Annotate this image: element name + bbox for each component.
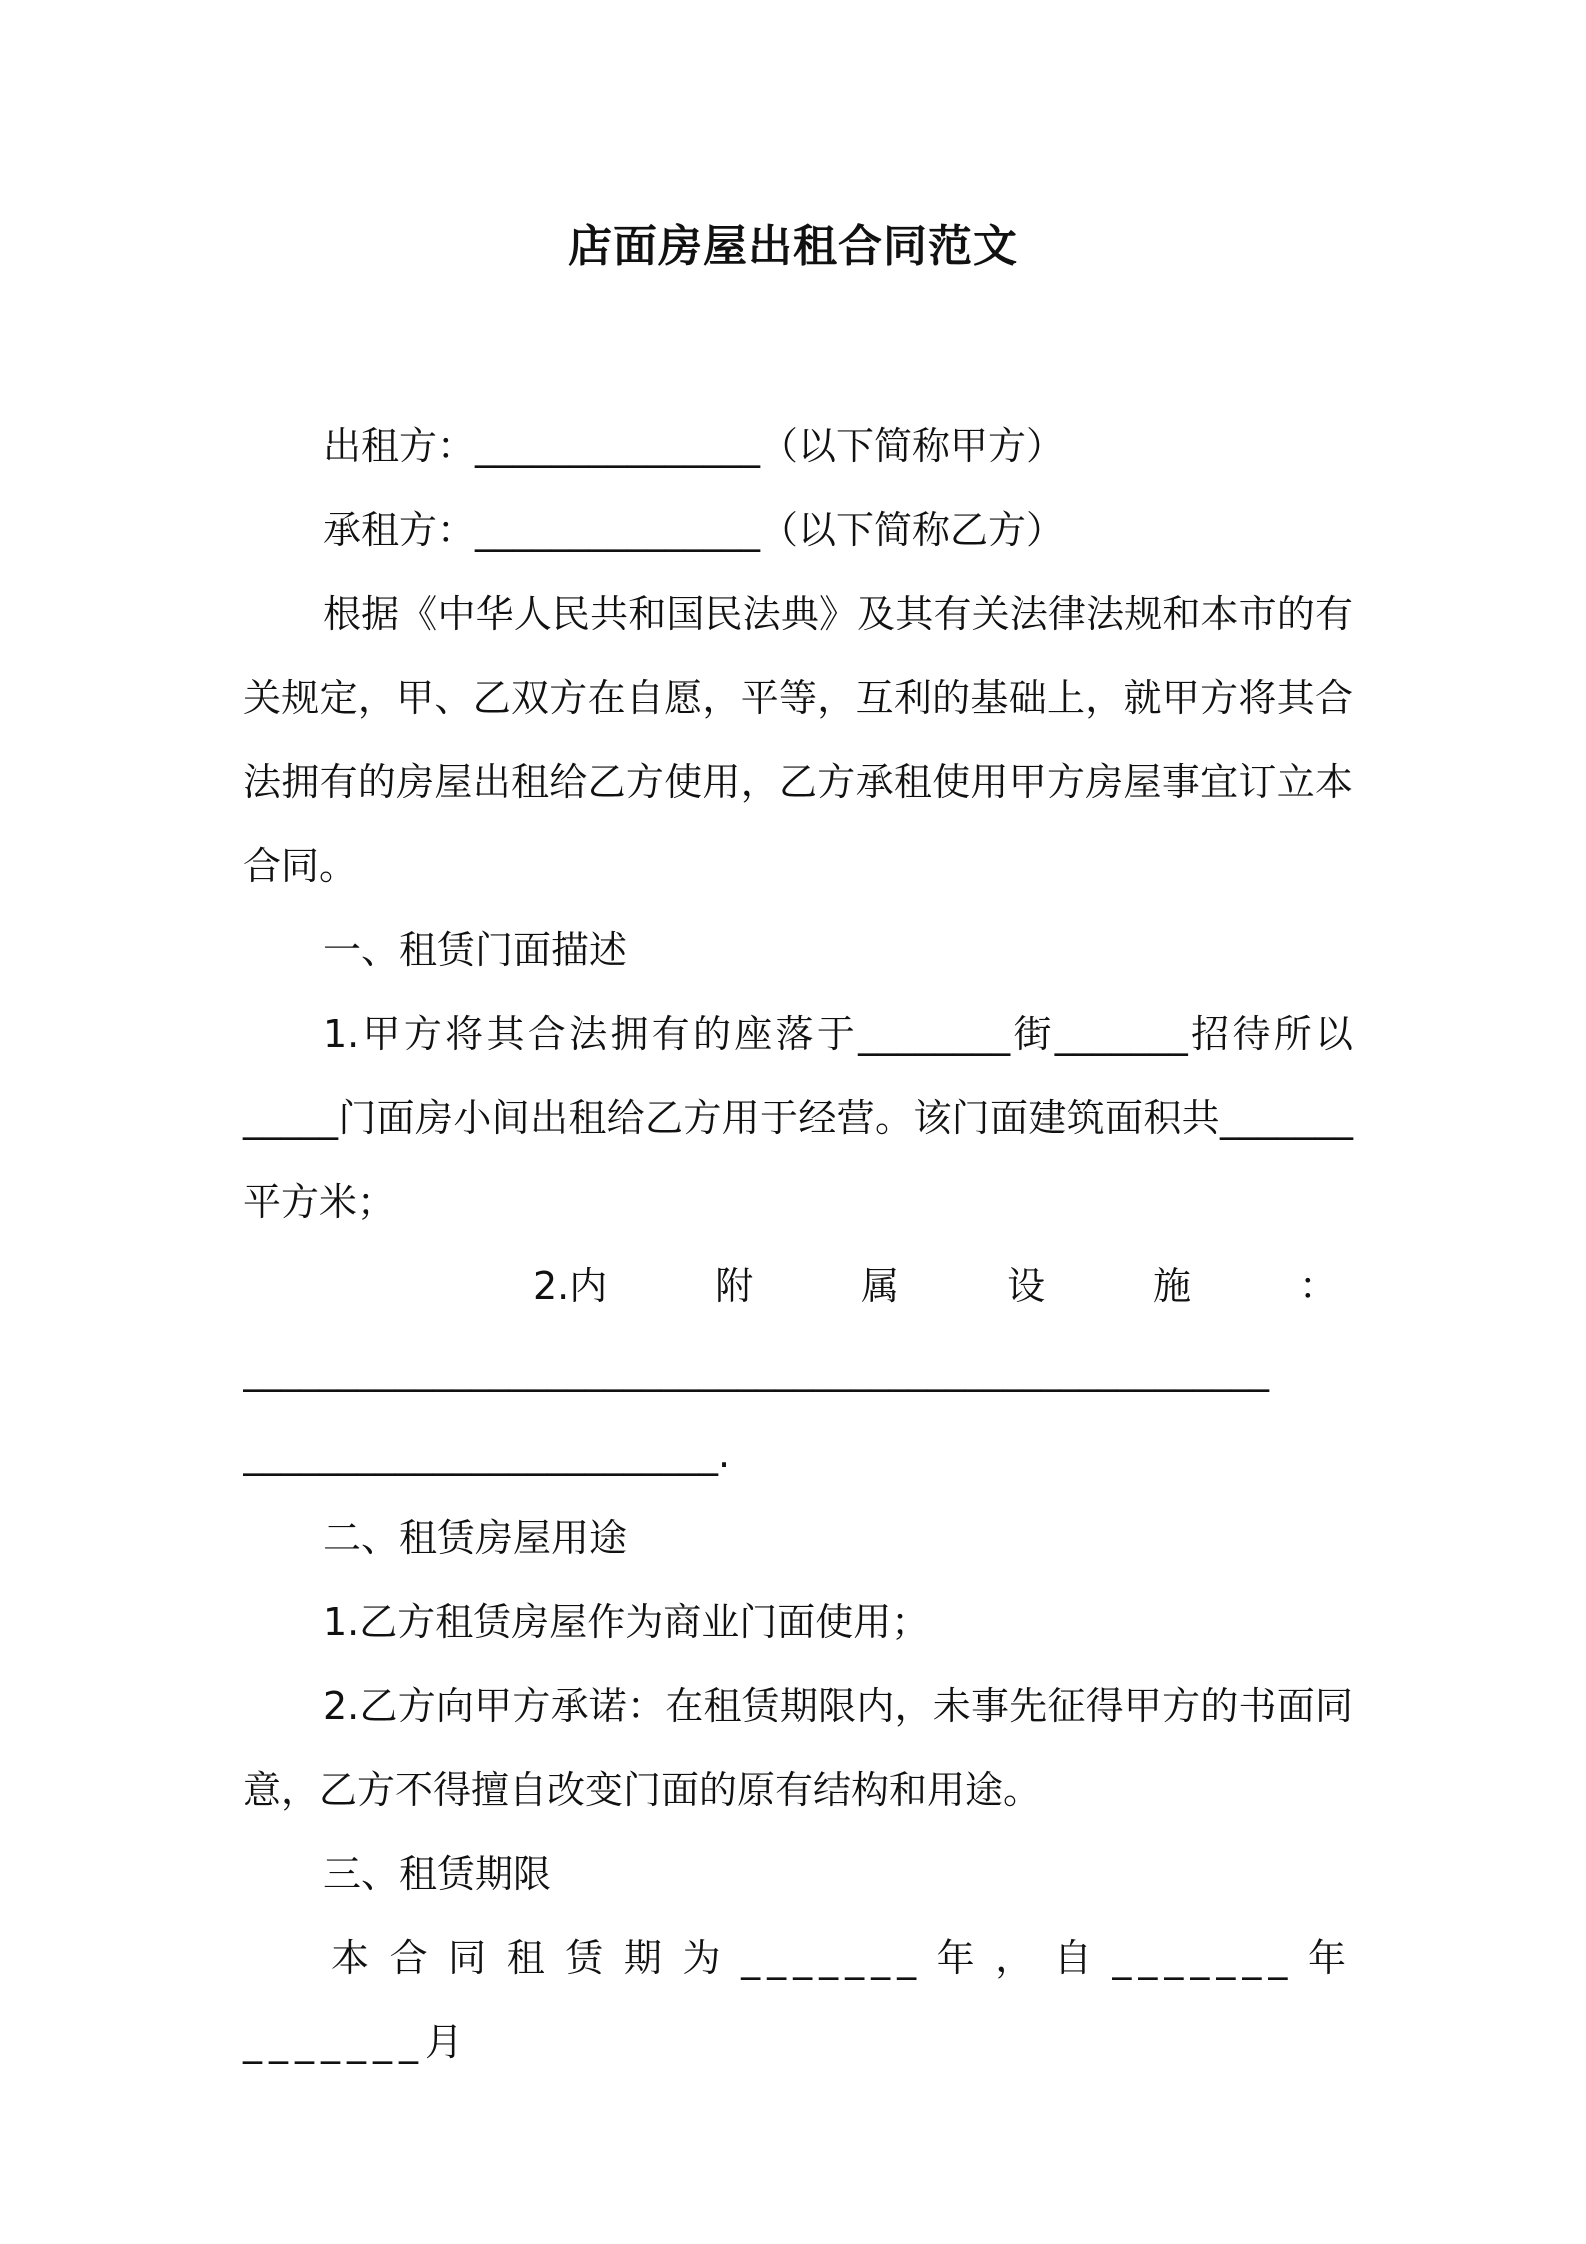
- clause-1-2-part: ：: [1298, 1264, 1337, 1308]
- section-heading-1: 一、租赁门面描述: [323, 928, 628, 972]
- lessor-line: 出租方：_______________（以下简称甲方）: [323, 424, 1065, 468]
- document-title: 店面房屋出租合同范文: [568, 221, 1018, 272]
- clause-2-1: 1.乙方租赁房屋作为商业门面使用；: [323, 1600, 930, 1644]
- preamble-paragraph: 根据《中华人民共和国民法典》及其有关法律法规和本市的有关规定，甲、乙双方在自愿，平等，互利的基础上，就甲方将其合法拥有的房屋出租给乙方使用，乙方承租使用甲方房屋事宜订立本合同。: [243, 592, 1353, 888]
- clause-1-2-part: 设: [1007, 1264, 1046, 1308]
- clause-2-2: 2.乙方向甲方承诺：在租赁期限内，未事先征得甲方的书面同意，乙方不得擅自改变门面的原有结构和用途。: [243, 1684, 1353, 1812]
- blank-line: ______________________________________________________: [243, 1348, 1269, 1392]
- clause-1-2-part: 2.内: [533, 1264, 608, 1308]
- clause-1-2-part: 属: [861, 1264, 900, 1308]
- blank-line-end: _________________________.: [243, 1432, 731, 1476]
- clause-3: 本合同租赁期为_______年，自_______年_______月: [243, 1936, 1353, 2064]
- lessee-line: 承租方：_______________（以下简称乙方）: [323, 508, 1065, 552]
- clause-1-2-part: 施: [1153, 1264, 1192, 1308]
- clause-1-2: [243, 1244, 1353, 1328]
- clause-1-2-part: 附: [715, 1264, 754, 1308]
- clause-1-1: 1.甲方将其合法拥有的座落于________街_______招待所以_____门面房小间出租给乙方用于经营。该门面建筑面积共_______平方米；: [243, 1012, 1353, 1224]
- section-heading-2: 二、租赁房屋用途: [323, 1516, 628, 1560]
- document-body: [243, 404, 1353, 2084]
- section-heading-3: 三、租赁期限: [323, 1852, 552, 1896]
